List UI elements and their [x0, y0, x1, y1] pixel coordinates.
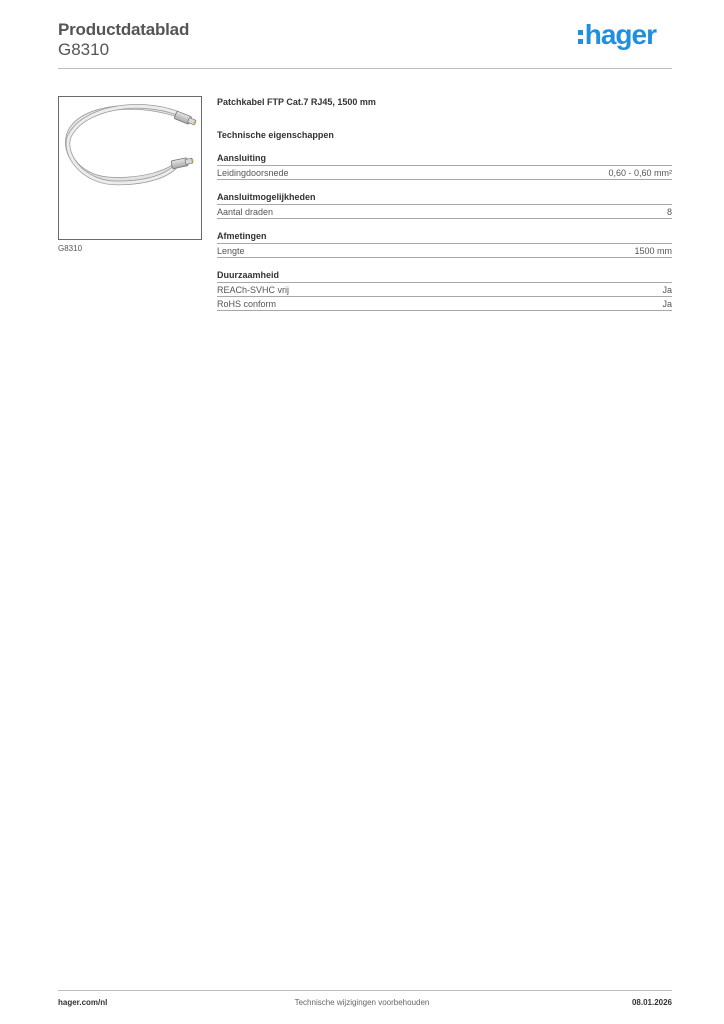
spec-row [217, 244, 672, 258]
document-title: Productdatablad [58, 20, 190, 39]
spec-value: Ja [662, 299, 672, 309]
spec-group-aansluitmogelijkheden [217, 192, 672, 219]
product-name: Patchkabel FTP Cat.7 RJ45, 1500 mm [217, 97, 376, 107]
product-code: G8310 [58, 40, 110, 59]
spec-group-title: Aansluiting [217, 153, 672, 166]
section-heading: Technische eigenschappen [217, 130, 334, 140]
spec-row [217, 205, 672, 219]
logo-wordmark: hager [584, 19, 656, 50]
page-header [58, 20, 672, 70]
spec-row [217, 283, 672, 297]
product-specifications [217, 96, 672, 311]
spec-label: RoHS conform [217, 299, 277, 309]
spec-group-title: Duurzaamheid [217, 270, 672, 283]
logo-dots-icon [578, 30, 583, 44]
footer-date: 08.01.2026 [631, 998, 672, 1007]
spec-label: Leidingdoorsnede [217, 168, 289, 178]
image-caption: G8310 [58, 244, 83, 253]
footer-website-link[interactable]: hager.com/nl [58, 998, 108, 1007]
spec-group-duurzaamheid [217, 270, 672, 311]
patch-cable-icon [59, 97, 201, 239]
spec-group-afmetingen [217, 231, 672, 258]
footer-divider [58, 990, 672, 991]
spec-group-title: Aansluitmogelijkheden [217, 192, 672, 205]
spec-value: 8 [666, 207, 672, 217]
header-divider [58, 68, 672, 69]
spec-label: Aantal draden [217, 207, 274, 217]
hager-logo [578, 20, 656, 50]
spec-label: Lengte [217, 246, 245, 256]
spec-value: 1500 mm [634, 246, 672, 256]
spec-row [217, 166, 672, 180]
spec-value: Ja [662, 285, 672, 295]
spec-group-title: Afmetingen [217, 231, 672, 244]
spec-row [217, 297, 672, 311]
spec-label: REACh-SVHC vrij [217, 285, 290, 295]
patch-cable-image [58, 96, 202, 240]
footer-disclaimer: Technische wijzigingen voorbehouden [294, 998, 430, 1007]
spec-group-aansluiting [217, 153, 672, 180]
spec-value: 0,60 - 0,60 mm² [608, 168, 672, 178]
